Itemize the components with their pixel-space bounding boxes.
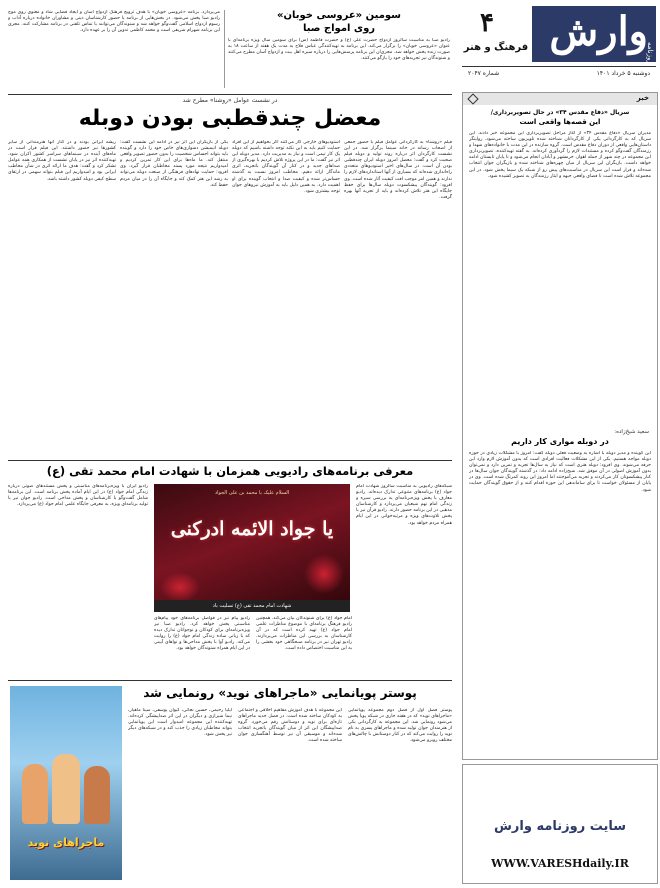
logo-box <box>532 6 656 62</box>
middle-col-3: امام جواد (ع) برای شنوندگان بیان می‌کند. همچنین رادیو فرهنگ برنامه‌ای با موضوع مناظرات علمی امام جواد (ع) تهیه کرده است که در آن کارشناسان به بررسی این مناظرات می‌پردازند. رادیو تهران نیز در برنامه صبحگاهی خود بخشی را به این مناسبت اختصاص داده است. <box>256 616 352 652</box>
news-body-2: این گوینده و مدیر دوبله با اشاره به وضعیت فعلی دوبله گفت: امروز با مشکلات زیادی در حوزه دوبله مواجه هستیم. یکی از این مشکلات فعالیت افرادی است که بدون آموزش لازم وارد این حرفه می‌شوند. وی افزود: دوبله هنری است که نیاز به سال‌ها تجربه و تمرین دارد و نمی‌توان بدون آموزش اصولی در آن موفق شد. شیخ‌زاده ادامه داد: در گذشته گویندگان جوان سال‌ها در کنار پیشکسوتان کار می‌کردند و تجربه می‌آموختند اما امروز این روند کمرنگ شده است. وی در پایان از مسئولان خواست تا برای ساماندهی این حوزه اقدام کنند و از حقوق گویندگان حمایت شود. <box>469 451 651 493</box>
middle-story-headline: معرفی برنامه‌های رادیویی همزمان با شهادت امام محمد تقی (ع) <box>46 464 414 478</box>
page-number: ۴ <box>480 8 494 38</box>
news-subhead: در دوبله مواری کار داریم <box>511 437 609 446</box>
main-story-headline: معضل چندقطبی بودن دوبله <box>78 106 382 131</box>
main-col-4: ریشه ایرانی بودند و در کنار آنها هنرمندانی از سایر کشورها نیز حضور داشتند. این فیلم قرار است در ماه‌های آینده در سینماهای سراسر کشور اکران شود. تهیه‌کننده اثر نیز در پایان نشست از همکاری همه عوامل تشکر کرد و گفت: هدف ما ارائه اثری در شأن مخاطب ایرانی بود و امیدواریم این فیلم بتواند سهمی در ارتقای سطح کیفی دوبله کشور داشته باشد. <box>8 140 116 182</box>
image-calligraphy: یا جواد الائمه ادرکنی <box>170 518 334 540</box>
poster-title: ماجراهای نوید <box>27 836 105 849</box>
image-decor-right <box>304 554 344 594</box>
top-story-headline-2: روی امواج صبا <box>302 23 376 34</box>
main-col-3: یکی از بازیگران این اثر نیز در ادامه این نشست گفت: دوبله انیمیشن دشواری‌های خاص خود را دارد و گوینده باید بتواند احساس شخصیت را بدون حضور تصویر واقعی منتقل کند. ما ماه‌ها برای این کار تمرین کردیم و امیدواریم نتیجه مورد پسند مخاطبان قرار گیرد. وی افزود: حمایت نهادهای فرهنگی از صنعت دوبله می‌تواند به رشد این هنر کمک کند و جایگاه آن را در میان مردم حفظ کند. <box>120 140 228 188</box>
date-line: دوشنبه ۵ خرداد ۱۴۰۱ <box>596 70 650 77</box>
masthead-logo-sub: روزنامه <box>646 42 654 64</box>
image-top-text: السلام علیک یا محمد بن علی الجواد <box>214 490 290 496</box>
bottom-top-rule <box>8 680 452 681</box>
masthead-logo: وارش <box>549 8 648 55</box>
footer-box <box>462 764 658 884</box>
news-label-bar <box>463 93 657 105</box>
main-col-2: استودیوهای خارجی کار می‌کنند اگر بخواهیم از این افراد حمایت کنیم باید به این نکته توجه داشته باشیم که دوبله یک کار تیمی است و نیاز به مدیریت دارد. مدیر دوبله این اثر نیز گفت: ما در این پروژه تلاش کردیم با بهره‌گیری از صداهای جدید و در کنار آن گویندگان باتجربه، اثری ماندگار ارائه دهیم. مخاطب امروز نسبت به گذشته حساس‌تر شده و کیفیت صدا و انتخاب گوینده برای او اهمیت دارد. به همین دلیل باید به آموزش نیروهای جوان توجه بیشتری شود. <box>232 140 340 194</box>
footer-site-fa: سایت روزنامه وارش <box>493 819 627 834</box>
news-headline-1: سریال «دفاع مقدس ۳۴» در حال تصویربرداری/ <box>490 109 630 116</box>
main-col-1: فیلم «روشنا» به کارگردانی عوامل فیلم با حضور جمعی از اصحاب رسانه در خانه سینما برگزار شد. در این نشست کارگردان اثر درباره روند تولید و دوبله فیلم صحبت کرد و گفت: معضل امروز دوبله ایران چندقطبی بودن آن است. در سال‌های اخیر استودیوهای متعددی راه‌اندازی شده‌اند که بسیاری از آنها استانداردهای لازم را ندارند و همین امر موجب افت کیفیت آثار شده است. وی افزود: گویندگان پیشکسوت دوبله سال‌ها برای حفظ جایگاه این هنر تلاش کرده‌اند و باید از تجربه آنها بهره گرفت. <box>344 140 452 200</box>
bottom-col-3: ایلیا رحیمی، حسین نجاتی، کیوان یوسفی، سینا ماهیار، نیما شیرازی و دیگران در این اثر صداپیشگی کرده‌اند. تهیه‌کننده این مجموعه امیدوار است این پویانمایی بتواند مخاطبان زیادی را جذب کند و در شبکه‌های دیگر نیز پخش شود. <box>128 708 232 738</box>
news-headline-2: این قصه‌ها واقعی است <box>519 118 601 126</box>
poster-character-3 <box>84 766 110 824</box>
poster-character-2 <box>52 754 80 824</box>
top-story <box>228 8 450 90</box>
middle-col-4: رادیو پیام نیز در فواصل برنامه‌های خود پیام‌های مناسبتی پخش خواهد کرد. رادیو صبا نیز ویژه‌برنامه‌ای برای کودکان و نوجوانان تدارک دیده که با زبانی ساده زندگی امام جواد (ع) را روایت می‌کند. رادیو آوا با پخش مداحی‌ها و نواهای آیینی در این ایام همراه شنوندگان خواهد بود. <box>154 616 250 652</box>
top-divider <box>224 10 225 88</box>
diamond-icon <box>467 93 478 104</box>
animation-poster <box>10 686 122 880</box>
top-left-body: می‌پردازد. برنامه «عروسی خوبان» با هدف ترویج فرهنگ ازدواج آسان و ایجاد فضایی شاد و معنوی روی موج رادیو صبا پخش می‌شود. در بخش‌هایی از برنامه با حضور کارشناسان دینی و مشاوران خانواده درباره آداب و رسوم ازدواج اسلامی گفت‌وگو خواهد شد و شنوندگان می‌توانند با تماس تلفنی در برنامه مشارکت کنند. مجری این برنامه شهرام شریفی است و محمد کاظمی تدوین آن را بر عهده دارد. <box>8 10 220 34</box>
news-box <box>462 92 658 760</box>
news-label: خبر <box>636 94 649 102</box>
main-story-kicker: در نشست عوامل «روشنا» مطرح شد <box>182 97 278 104</box>
news-subhead-kicker: سعید شیخ‌زاده: <box>614 429 649 435</box>
image-subcaption: شهادت امام محمد تقی (ع) تسلیت باد <box>154 600 350 612</box>
issue-line: شماره ۲۰۴۷ <box>468 70 500 77</box>
middle-col-2: رادیو ایران با ویژه‌برنامه‌های مناسبتی و پخش مستندهای صوتی درباره زندگی امام جواد (ع) در این ایام آماده پخش برنامه است. این برنامه‌ها شامل گفت‌وگو با کارشناسان و پخش مداحی است. رادیو جوان نیز با تولید برنامه‌ای ویژه، به معرفی جایگاه علمی امام جواد (ع) می‌پردازد. <box>8 484 148 508</box>
top-story-body: رادیو صبا به مناسبت سالروز ازدواج حضرت علی (ع) و حضرت فاطمه (س) برای سومین سال ویژه برنامه‌ای با عنوان «عروسی خوبان» را برگزار می‌کند. این برنامه به تهیه‌کنندگی عباس فلاح به مدت یک هفته از ساعت ۱۸ به صورت زنده پخش خواهد شد. مجری‌ان این برنامه پرسش‌هایی را درباره سیره اهل بیت و ازدواج آسان مطرح می‌کنند و شنوندگان نیز تجربه‌های خود را بازگو می‌کنند. <box>228 38 450 62</box>
main-top-rule <box>8 94 452 95</box>
poster-character-1 <box>22 764 48 824</box>
bottom-col-2: این مجموعه با هدف آموزش مفاهیم اخلاقی و اجتماعی به کودکان ساخته شده است. در فصل جدید ماجراهای تازه‌ای برای نوید و دوستانش رقم می‌خورد. گروه صداپیشگان این اثر از میان گویندگان باتجربه انتخاب شده‌اند و موسیقی آن نیز توسط آهنگسازی جوان ساخته شده است. <box>238 708 342 744</box>
main-story-columns <box>8 140 452 456</box>
imam-jawad-image <box>154 484 350 612</box>
image-decor-left <box>160 572 200 602</box>
masthead <box>462 4 656 88</box>
top-story-headline-1: سومین «عروسی خوبان» <box>277 10 401 21</box>
bottom-col-1: پوستر فصل اول از فصل دوم مجموعه پویانمایی «ماجراهای نوید» که در هفته جاری در شبکه پویا پخش می‌شود رونمایی شد. این مجموعه به کارگردانی یکی از هنرمندان جوان تولید شده و ماجراهای پسری به نام نوید را روایت می‌کند که در کنار دوستانش با چالش‌های مختلف روبرو می‌شود. <box>348 708 452 744</box>
masthead-divider <box>462 66 656 67</box>
middle-col-1: شبکه‌های رادیویی به مناسبت سالروز شهادت امام جواد (ع) برنامه‌های متنوعی تدارک دیده‌اند. رادیو معارف با پخش ویژه‌برنامه‌ای به بررسی سیره و زندگی امام نهم شیعیان می‌پردازد و کارشناسان مذهبی در این برنامه حضور دارند. رادیو قرآن نیز با پخش تلاوت‌های ویژه و مرثیه‌خوانی در این ایام همراه مردم خواهد بود. <box>356 484 452 526</box>
footer-site-url[interactable]: WWW.VARESHdaily.IR <box>491 857 629 870</box>
bottom-story-headline: پوستر پویانمایی «ماجراهای نوید» رونمایی شد <box>143 686 417 700</box>
middle-top-rule <box>8 460 452 461</box>
section-title: فرهنگ و هنر <box>463 42 529 53</box>
news-body: مدیران سریال «دفاع مقدس ۳۴» از آغاز مراحل تصویربرداری این مجموعه خبر دادند. این سریال که به کارگردانی یکی از کارگردانان شناخته شده تلویزیون ساخته می‌شود، روایتگر داستان‌هایی واقعی از دوران دفاع مقدس است. گروه سازنده در این مدت با خانواده‌های شهدا و رزمندگان گفت‌وگو کرده و مستندات لازم را گردآوری کرده‌اند. به گفته تهیه‌کننده، تصویربرداری این مجموعه در چند شهر از جمله اهواز، خرمشهر و آبادان انجام می‌شود و تا پایان تابستان ادامه خواهد داشت. بازیگران این سریال از میان چهره‌های شناخته شده و بازیگران جوان انتخاب شده‌اند و قرار است این سریال در مناسبت‌های پیش رو از شبکه یک سیما پخش شود. در این مجموعه تلاش شده است تا فضای واقعی جبهه و ایثار رزمندگان به تصویر کشیده شود. <box>469 131 651 179</box>
